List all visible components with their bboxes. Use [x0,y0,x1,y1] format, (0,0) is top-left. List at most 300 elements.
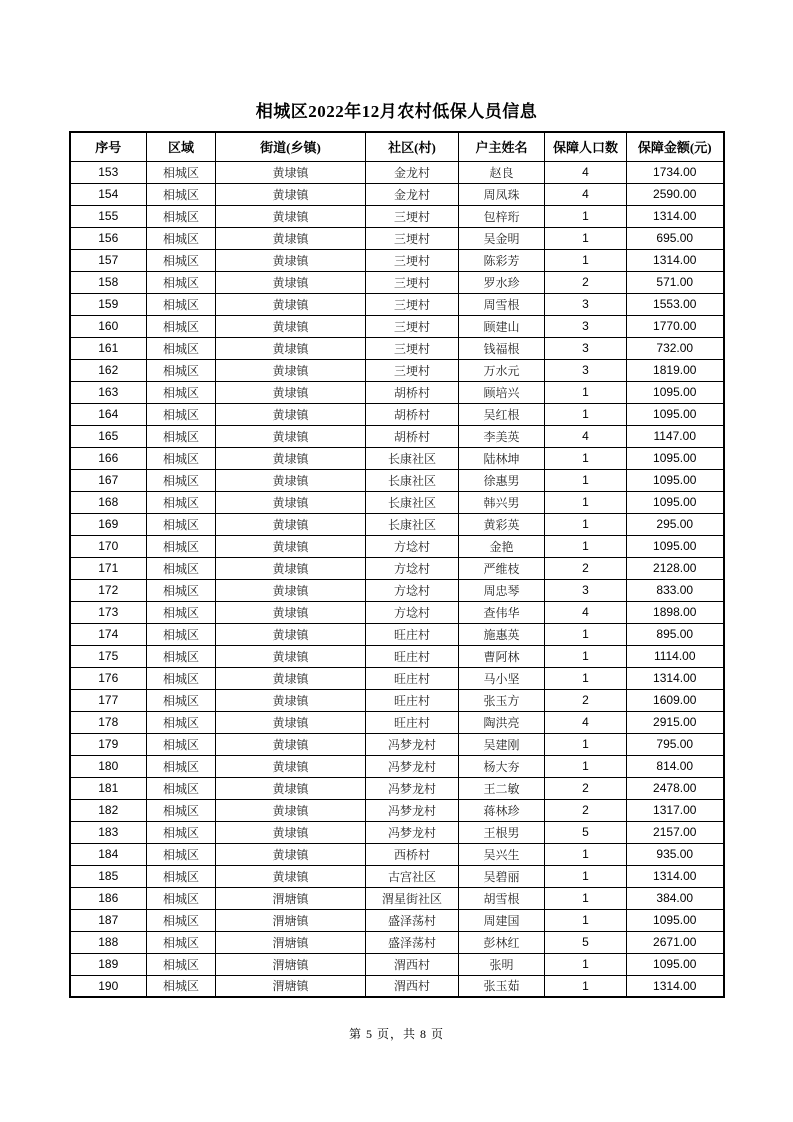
cell-village: 三埂村 [366,359,459,381]
cell-index: 158 [70,271,147,293]
cell-covered-population: 5 [545,821,627,843]
table-row [70,161,724,183]
cell-village: 盛泽荡村 [366,909,459,931]
cell-covered-population: 1 [545,909,627,931]
cell-village: 胡桥村 [366,403,459,425]
cell-benefit-amount: 2128.00 [627,557,724,579]
table-header-row [70,132,724,161]
cell-benefit-amount: 1314.00 [627,249,724,271]
cell-index: 166 [70,447,147,469]
cell-region: 相城区 [147,227,216,249]
table-row [70,645,724,667]
table-row [70,535,724,557]
cell-region: 相城区 [147,161,216,183]
cell-index: 164 [70,403,147,425]
table-row [70,359,724,381]
cell-town: 黄埭镇 [216,271,366,293]
table-row [70,601,724,623]
cell-region: 相城区 [147,975,216,997]
cell-householder-name: 周建国 [459,909,545,931]
cell-householder-name: 赵良 [459,161,545,183]
cell-town: 黄埭镇 [216,205,366,227]
cell-householder-name: 蒋林珍 [459,799,545,821]
cell-covered-population: 1 [545,205,627,227]
cell-index: 168 [70,491,147,513]
cell-covered-population: 1 [545,645,627,667]
cell-town: 黄埭镇 [216,799,366,821]
cell-town: 黄埭镇 [216,557,366,579]
cell-village: 长康社区 [366,447,459,469]
cell-region: 相城区 [147,953,216,975]
cell-index: 153 [70,161,147,183]
cell-town: 黄埭镇 [216,359,366,381]
cell-town: 黄埭镇 [216,513,366,535]
cell-covered-population: 3 [545,359,627,381]
cell-covered-population: 3 [545,337,627,359]
cell-index: 184 [70,843,147,865]
cell-village: 旺庄村 [366,711,459,733]
cell-householder-name: 马小坚 [459,667,545,689]
cell-index: 171 [70,557,147,579]
cell-village: 冯梦龙村 [366,799,459,821]
cell-index: 160 [70,315,147,337]
cell-village: 三埂村 [366,227,459,249]
cell-village: 三埂村 [366,337,459,359]
cell-benefit-amount: 2157.00 [627,821,724,843]
cell-region: 相城区 [147,293,216,315]
table-row [70,975,724,997]
cell-covered-population: 3 [545,315,627,337]
cell-town: 黄埭镇 [216,425,366,447]
cell-town: 渭塘镇 [216,953,366,975]
cell-index: 170 [70,535,147,557]
cell-benefit-amount: 1095.00 [627,381,724,403]
table-row [70,469,724,491]
cell-region: 相城区 [147,557,216,579]
cell-town: 黄埭镇 [216,403,366,425]
cell-covered-population: 3 [545,293,627,315]
cell-householder-name: 吴兴生 [459,843,545,865]
table-row [70,931,724,953]
cell-benefit-amount: 1095.00 [627,491,724,513]
cell-benefit-amount: 833.00 [627,579,724,601]
cell-householder-name: 吴金明 [459,227,545,249]
cell-covered-population: 1 [545,535,627,557]
cell-benefit-amount: 1095.00 [627,469,724,491]
cell-index: 172 [70,579,147,601]
cell-covered-population: 1 [545,865,627,887]
cell-village: 旺庄村 [366,689,459,711]
cell-town: 黄埭镇 [216,645,366,667]
cell-covered-population: 1 [545,667,627,689]
cell-benefit-amount: 1147.00 [627,425,724,447]
cell-index: 174 [70,623,147,645]
cell-benefit-amount: 1734.00 [627,161,724,183]
cell-region: 相城区 [147,821,216,843]
cell-benefit-amount: 295.00 [627,513,724,535]
cell-benefit-amount: 1095.00 [627,909,724,931]
cell-benefit-amount: 1314.00 [627,865,724,887]
cell-benefit-amount: 1553.00 [627,293,724,315]
table-row [70,513,724,535]
cell-village: 三埂村 [366,205,459,227]
cell-region: 相城区 [147,645,216,667]
table-row [70,403,724,425]
cell-village: 方埝村 [366,535,459,557]
cell-benefit-amount: 2478.00 [627,777,724,799]
cell-region: 相城区 [147,205,216,227]
cell-benefit-amount: 935.00 [627,843,724,865]
cell-region: 相城区 [147,601,216,623]
table-row [70,557,724,579]
cell-covered-population: 1 [545,447,627,469]
cell-householder-name: 陆林坤 [459,447,545,469]
cell-covered-population: 4 [545,711,627,733]
cell-benefit-amount: 695.00 [627,227,724,249]
cell-town: 黄埭镇 [216,293,366,315]
cell-householder-name: 张玉方 [459,689,545,711]
cell-benefit-amount: 1770.00 [627,315,724,337]
cell-index: 187 [70,909,147,931]
cell-region: 相城区 [147,755,216,777]
cell-covered-population: 1 [545,513,627,535]
cell-region: 相城区 [147,777,216,799]
cell-benefit-amount: 1314.00 [627,667,724,689]
cell-index: 169 [70,513,147,535]
cell-index: 154 [70,183,147,205]
cell-village: 三埂村 [366,315,459,337]
cell-covered-population: 1 [545,755,627,777]
cell-householder-name: 杨大夯 [459,755,545,777]
cell-village: 盛泽荡村 [366,931,459,953]
table-row [70,337,724,359]
cell-index: 177 [70,689,147,711]
cell-benefit-amount: 1819.00 [627,359,724,381]
table-row [70,315,724,337]
cell-index: 183 [70,821,147,843]
cell-village: 旺庄村 [366,645,459,667]
table-row [70,887,724,909]
cell-benefit-amount: 571.00 [627,271,724,293]
column-header-town: 街道(乡镇) [216,132,366,161]
cell-index: 161 [70,337,147,359]
cell-region: 相城区 [147,469,216,491]
table-row [70,953,724,975]
table-row [70,183,724,205]
cell-region: 相城区 [147,315,216,337]
cell-householder-name: 罗水珍 [459,271,545,293]
cell-householder-name: 顾培兴 [459,381,545,403]
cell-town: 黄埭镇 [216,469,366,491]
cell-householder-name: 包梓珩 [459,205,545,227]
cell-town: 黄埭镇 [216,183,366,205]
cell-town: 黄埭镇 [216,579,366,601]
cell-village: 古宫社区 [366,865,459,887]
cell-benefit-amount: 2671.00 [627,931,724,953]
cell-index: 188 [70,931,147,953]
cell-benefit-amount: 795.00 [627,733,724,755]
cell-region: 相城区 [147,535,216,557]
table-body [70,161,724,997]
cell-householder-name: 万水元 [459,359,545,381]
cell-householder-name: 查伟华 [459,601,545,623]
table-row [70,227,724,249]
cell-index: 186 [70,887,147,909]
cell-covered-population: 4 [545,601,627,623]
cell-region: 相城区 [147,689,216,711]
cell-town: 黄埭镇 [216,601,366,623]
cell-region: 相城区 [147,359,216,381]
cell-covered-population: 2 [545,271,627,293]
cell-region: 相城区 [147,711,216,733]
cell-village: 渭西村 [366,953,459,975]
cell-town: 黄埭镇 [216,337,366,359]
cell-region: 相城区 [147,491,216,513]
table-row [70,755,724,777]
page-title: 相城区2022年12月农村低保人员信息 [255,102,538,121]
cell-index: 179 [70,733,147,755]
cell-householder-name: 施惠英 [459,623,545,645]
cell-householder-name: 周雪根 [459,293,545,315]
cell-householder-name: 吴建刚 [459,733,545,755]
cell-village: 三埂村 [366,249,459,271]
cell-benefit-amount: 1095.00 [627,953,724,975]
table-row [70,425,724,447]
cell-town: 黄埭镇 [216,865,366,887]
benefits-table [69,131,725,998]
cell-region: 相城区 [147,425,216,447]
cell-index: 155 [70,205,147,227]
column-header-village: 社区(村) [366,132,459,161]
cell-index: 189 [70,953,147,975]
table-row [70,843,724,865]
cell-householder-name: 曹阿林 [459,645,545,667]
cell-covered-population: 1 [545,953,627,975]
cell-town: 黄埭镇 [216,249,366,271]
cell-index: 159 [70,293,147,315]
cell-region: 相城区 [147,381,216,403]
table-row [70,271,724,293]
cell-town: 黄埭镇 [216,843,366,865]
cell-householder-name: 陶洪亮 [459,711,545,733]
table-row [70,667,724,689]
cell-benefit-amount: 1095.00 [627,535,724,557]
cell-index: 176 [70,667,147,689]
table-row [70,579,724,601]
cell-village: 长康社区 [366,491,459,513]
table-row [70,293,724,315]
cell-index: 178 [70,711,147,733]
cell-region: 相城区 [147,183,216,205]
cell-index: 162 [70,359,147,381]
cell-covered-population: 1 [545,227,627,249]
cell-covered-population: 1 [545,975,627,997]
cell-index: 185 [70,865,147,887]
cell-index: 156 [70,227,147,249]
cell-householder-name: 彭林红 [459,931,545,953]
cell-householder-name: 张玉茹 [459,975,545,997]
cell-region: 相城区 [147,909,216,931]
cell-benefit-amount: 1898.00 [627,601,724,623]
cell-village: 长康社区 [366,513,459,535]
cell-region: 相城区 [147,667,216,689]
cell-region: 相城区 [147,931,216,953]
cell-region: 相城区 [147,337,216,359]
cell-index: 175 [70,645,147,667]
cell-town: 黄埭镇 [216,315,366,337]
cell-index: 190 [70,975,147,997]
cell-index: 173 [70,601,147,623]
table-row [70,865,724,887]
cell-householder-name: 王二敏 [459,777,545,799]
cell-benefit-amount: 2590.00 [627,183,724,205]
cell-region: 相城区 [147,579,216,601]
cell-town: 黄埭镇 [216,777,366,799]
cell-index: 180 [70,755,147,777]
cell-region: 相城区 [147,403,216,425]
cell-region: 相城区 [147,799,216,821]
cell-town: 黄埭镇 [216,535,366,557]
cell-region: 相城区 [147,249,216,271]
header-row [70,132,724,161]
cell-householder-name: 顾建山 [459,315,545,337]
cell-index: 157 [70,249,147,271]
table-row [70,711,724,733]
cell-town: 渭塘镇 [216,887,366,909]
column-header-region: 区域 [147,132,216,161]
cell-benefit-amount: 1095.00 [627,447,724,469]
cell-town: 黄埭镇 [216,491,366,513]
cell-covered-population: 1 [545,733,627,755]
cell-index: 167 [70,469,147,491]
cell-village: 长康社区 [366,469,459,491]
table-row [70,821,724,843]
cell-village: 旺庄村 [366,667,459,689]
cell-householder-name: 钱福根 [459,337,545,359]
cell-region: 相城区 [147,271,216,293]
column-header-benefit-amount: 保障金额(元) [627,132,724,161]
cell-householder-name: 王根男 [459,821,545,843]
cell-town: 黄埭镇 [216,689,366,711]
table-row [70,249,724,271]
cell-region: 相城区 [147,887,216,909]
cell-village: 金龙村 [366,161,459,183]
cell-region: 相城区 [147,865,216,887]
cell-village: 胡桥村 [366,425,459,447]
cell-village: 方埝村 [366,579,459,601]
cell-village: 金龙村 [366,183,459,205]
cell-covered-population: 4 [545,161,627,183]
cell-village: 冯梦龙村 [366,777,459,799]
cell-householder-name: 严维枝 [459,557,545,579]
cell-region: 相城区 [147,733,216,755]
cell-benefit-amount: 384.00 [627,887,724,909]
cell-covered-population: 1 [545,403,627,425]
cell-householder-name: 李美英 [459,425,545,447]
column-header-householder-name: 户主姓名 [459,132,545,161]
cell-village: 旺庄村 [366,623,459,645]
cell-householder-name: 陈彩芳 [459,249,545,271]
page-number-footer: 第 5 页，共 8 页 [348,1027,444,1041]
cell-town: 黄埭镇 [216,821,366,843]
cell-covered-population: 1 [545,381,627,403]
cell-village: 三埂村 [366,293,459,315]
table-row [70,909,724,931]
cell-householder-name: 吴碧丽 [459,865,545,887]
cell-benefit-amount: 1095.00 [627,403,724,425]
cell-benefit-amount: 2915.00 [627,711,724,733]
cell-village: 方埝村 [366,557,459,579]
cell-town: 黄埭镇 [216,381,366,403]
cell-covered-population: 1 [545,887,627,909]
column-header-covered-population: 保障人口数 [545,132,627,161]
cell-householder-name: 金艳 [459,535,545,557]
cell-benefit-amount: 1317.00 [627,799,724,821]
cell-householder-name: 韩兴男 [459,491,545,513]
cell-benefit-amount: 1114.00 [627,645,724,667]
cell-householder-name: 黄彩英 [459,513,545,535]
cell-benefit-amount: 1314.00 [627,975,724,997]
cell-town: 黄埭镇 [216,227,366,249]
cell-benefit-amount: 732.00 [627,337,724,359]
cell-covered-population: 4 [545,425,627,447]
cell-town: 黄埭镇 [216,447,366,469]
cell-village: 渭星街社区 [366,887,459,909]
cell-householder-name: 周凤珠 [459,183,545,205]
cell-benefit-amount: 814.00 [627,755,724,777]
cell-benefit-amount: 895.00 [627,623,724,645]
cell-town: 黄埭镇 [216,733,366,755]
table-row [70,733,724,755]
cell-index: 181 [70,777,147,799]
table-row [70,381,724,403]
cell-benefit-amount: 1609.00 [627,689,724,711]
cell-covered-population: 5 [545,931,627,953]
cell-town: 黄埭镇 [216,623,366,645]
cell-covered-population: 2 [545,557,627,579]
cell-covered-population: 2 [545,777,627,799]
table-row [70,447,724,469]
cell-householder-name: 张明 [459,953,545,975]
cell-householder-name: 徐惠男 [459,469,545,491]
cell-town: 渭塘镇 [216,975,366,997]
cell-householder-name: 胡雪根 [459,887,545,909]
cell-covered-population: 3 [545,579,627,601]
cell-town: 黄埭镇 [216,667,366,689]
cell-covered-population: 1 [545,491,627,513]
cell-village: 冯梦龙村 [366,821,459,843]
cell-index: 182 [70,799,147,821]
cell-covered-population: 1 [545,469,627,491]
cell-covered-population: 2 [545,689,627,711]
cell-village: 胡桥村 [366,381,459,403]
cell-town: 渭塘镇 [216,931,366,953]
cell-town: 黄埭镇 [216,161,366,183]
cell-householder-name: 吴红根 [459,403,545,425]
cell-region: 相城区 [147,623,216,645]
cell-covered-population: 1 [545,623,627,645]
cell-index: 165 [70,425,147,447]
table-row [70,491,724,513]
cell-region: 相城区 [147,843,216,865]
cell-region: 相城区 [147,447,216,469]
cell-covered-population: 1 [545,843,627,865]
cell-householder-name: 周忠琴 [459,579,545,601]
column-header-index: 序号 [70,132,147,161]
cell-village: 方埝村 [366,601,459,623]
table-row [70,799,724,821]
cell-town: 渭塘镇 [216,909,366,931]
